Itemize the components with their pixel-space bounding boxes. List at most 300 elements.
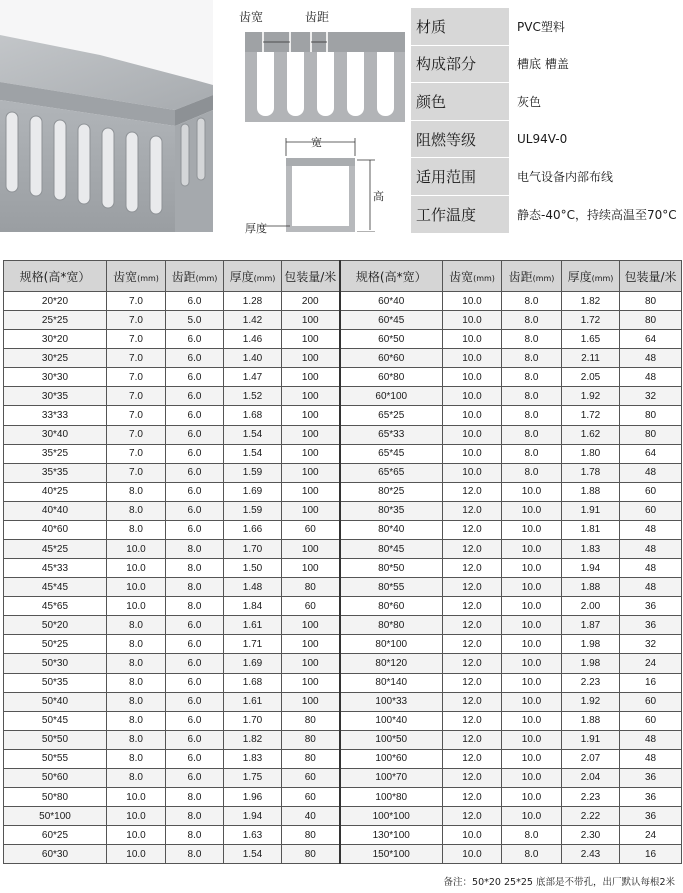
spec-value: PVC塑料: [509, 8, 681, 45]
cell-thickness: 1.83: [224, 749, 282, 768]
cell-tooth-width: 10.0: [443, 330, 502, 349]
cell-pack: 36: [620, 616, 682, 635]
cell-spec: 60*80: [340, 368, 443, 387]
cell-pack: 200: [282, 292, 340, 311]
cell-tooth-width: 12.0: [443, 520, 502, 539]
cell-spec: 65*25: [340, 406, 443, 425]
cell-thickness: 1.92: [562, 692, 620, 711]
cell-tooth-pitch: 6.0: [166, 520, 224, 539]
cell-tooth-pitch: 6.0: [166, 387, 224, 406]
cell-tooth-width: 7.0: [107, 425, 166, 444]
cell-spec: 30*40: [4, 425, 107, 444]
cell-tooth-width: 7.0: [107, 349, 166, 368]
table-row: [4, 482, 682, 501]
cell-thickness: 1.61: [224, 692, 282, 711]
cell-pack: 80: [620, 311, 682, 330]
cell-tooth-width: 10.0: [443, 463, 502, 482]
cell-tooth-width: 10.0: [107, 578, 166, 597]
cell-tooth-width: 10.0: [107, 845, 166, 864]
cell-tooth-pitch: 8.0: [502, 826, 562, 845]
cell-spec: 65*65: [340, 463, 443, 482]
cell-tooth-width: 12.0: [443, 559, 502, 578]
cell-tooth-width: 8.0: [107, 711, 166, 730]
cell-thickness: 2.04: [562, 768, 620, 787]
cell-spec: 80*80: [340, 616, 443, 635]
cell-pack: 100: [282, 540, 340, 559]
cell-tooth-width: 10.0: [107, 807, 166, 826]
cell-thickness: 1.47: [224, 368, 282, 387]
cell-spec: 50*100: [4, 807, 107, 826]
cell-tooth-pitch: 8.0: [502, 311, 562, 330]
cell-pack: 80: [282, 845, 340, 864]
cell-tooth-pitch: 10.0: [502, 768, 562, 787]
spec-key: 阻燃等级: [411, 120, 509, 158]
cell-spec: 50*35: [4, 673, 107, 692]
table-row: [4, 540, 682, 559]
cell-pack: 48: [620, 368, 682, 387]
cell-thickness: 2.23: [562, 788, 620, 807]
table-row: [4, 520, 682, 539]
cell-pack: 48: [620, 463, 682, 482]
cell-tooth-width: 7.0: [107, 406, 166, 425]
table-row: [4, 768, 682, 787]
cell-thickness: 2.11: [562, 349, 620, 368]
spec-key: 材质: [411, 8, 509, 45]
table-row: [4, 406, 682, 425]
cell-tooth-pitch: 8.0: [166, 788, 224, 807]
cell-thickness: 2.23: [562, 673, 620, 692]
cell-tooth-width: 8.0: [107, 635, 166, 654]
cell-tooth-width: 7.0: [107, 368, 166, 387]
cell-tooth-width: 12.0: [443, 578, 502, 597]
cell-spec: 80*45: [340, 540, 443, 559]
cell-spec: 100*80: [340, 788, 443, 807]
cell-spec: 35*25: [4, 444, 107, 463]
cell-tooth-pitch: 6.0: [166, 692, 224, 711]
cell-pack: 36: [620, 597, 682, 616]
cell-thickness: 1.98: [562, 635, 620, 654]
cell-tooth-pitch: 10.0: [502, 501, 562, 520]
col-spec: 规格(高*宽）: [4, 261, 107, 292]
cell-pack: 100: [282, 635, 340, 654]
cell-tooth-width: 12.0: [443, 768, 502, 787]
cell-thickness: 1.98: [562, 654, 620, 673]
cell-thickness: 1.72: [562, 311, 620, 330]
cell-tooth-width: 8.0: [107, 501, 166, 520]
cell-spec: 65*33: [340, 425, 443, 444]
cell-spec: 30*35: [4, 387, 107, 406]
cell-thickness: 1.50: [224, 559, 282, 578]
cell-spec: 45*65: [4, 597, 107, 616]
cell-spec: 50*45: [4, 711, 107, 730]
cell-pack: 80: [282, 749, 340, 768]
table-row: [4, 425, 682, 444]
cell-tooth-pitch: 8.0: [166, 826, 224, 845]
cell-pack: 32: [620, 635, 682, 654]
cell-tooth-pitch: 6.0: [166, 635, 224, 654]
cell-tooth-pitch: 6.0: [166, 444, 224, 463]
col-tooth-width: 齿宽(mm): [107, 261, 166, 292]
cell-tooth-pitch: 10.0: [502, 788, 562, 807]
cell-thickness: 1.65: [562, 330, 620, 349]
cell-pack: 100: [282, 559, 340, 578]
cell-thickness: 1.80: [562, 444, 620, 463]
cell-pack: 100: [282, 387, 340, 406]
cell-tooth-width: 12.0: [443, 788, 502, 807]
cell-tooth-pitch: 10.0: [502, 635, 562, 654]
cell-spec: 50*40: [4, 692, 107, 711]
cell-tooth-pitch: 6.0: [166, 349, 224, 368]
table-row: [4, 597, 682, 616]
cell-spec: 80*60: [340, 597, 443, 616]
cell-thickness: 2.22: [562, 807, 620, 826]
cell-pack: 80: [620, 406, 682, 425]
cell-thickness: 1.88: [562, 578, 620, 597]
cell-pack: 60: [620, 482, 682, 501]
cell-tooth-width: 12.0: [443, 501, 502, 520]
cell-pack: 48: [620, 540, 682, 559]
table-row: [4, 845, 682, 864]
size-table-header: [4, 261, 682, 292]
cell-tooth-width: 7.0: [107, 444, 166, 463]
cell-tooth-pitch: 8.0: [502, 349, 562, 368]
cable-duct-illustration: [0, 0, 213, 232]
cell-spec: 40*25: [4, 482, 107, 501]
cell-spec: 80*25: [340, 482, 443, 501]
cell-thickness: 1.94: [224, 807, 282, 826]
table-row: [4, 501, 682, 520]
cell-tooth-pitch: 10.0: [502, 578, 562, 597]
spec-key: 颜色: [411, 83, 509, 121]
cell-spec: 30*25: [4, 349, 107, 368]
cell-tooth-width: 10.0: [107, 559, 166, 578]
cell-tooth-pitch: 6.0: [166, 673, 224, 692]
cell-thickness: 1.52: [224, 387, 282, 406]
cell-tooth-width: 7.0: [107, 463, 166, 482]
table-row: [4, 654, 682, 673]
cell-pack: 32: [620, 387, 682, 406]
cell-thickness: 2.00: [562, 597, 620, 616]
col-tooth-pitch: 齿距(mm): [166, 261, 224, 292]
cell-tooth-pitch: 10.0: [502, 673, 562, 692]
cell-tooth-pitch: 6.0: [166, 616, 224, 635]
cell-pack: 60: [620, 692, 682, 711]
cell-tooth-width: 7.0: [107, 311, 166, 330]
cell-tooth-width: 10.0: [443, 292, 502, 311]
cell-tooth-pitch: 10.0: [502, 559, 562, 578]
spec-key: 适用范围: [411, 158, 509, 196]
cell-tooth-width: 10.0: [443, 425, 502, 444]
cell-tooth-width: 8.0: [107, 520, 166, 539]
table-row: [4, 711, 682, 730]
cell-thickness: 1.59: [224, 501, 282, 520]
cell-thickness: 1.96: [224, 788, 282, 807]
cell-spec: 80*100: [340, 635, 443, 654]
cell-pack: 100: [282, 330, 340, 349]
cell-pack: 48: [620, 749, 682, 768]
cell-pack: 36: [620, 807, 682, 826]
table-row: [4, 311, 682, 330]
cell-tooth-pitch: 6.0: [166, 768, 224, 787]
cell-tooth-pitch: 6.0: [166, 482, 224, 501]
spec-value: 静态-40°C，持续高温至70°C: [509, 195, 681, 233]
cell-tooth-width: 12.0: [443, 540, 502, 559]
cell-tooth-pitch: 8.0: [166, 807, 224, 826]
cell-tooth-pitch: 10.0: [502, 654, 562, 673]
table-row: [4, 807, 682, 826]
cell-spec: 50*80: [4, 788, 107, 807]
table-row: [4, 330, 682, 349]
cell-tooth-pitch: 6.0: [166, 463, 224, 482]
cell-tooth-width: 8.0: [107, 749, 166, 768]
cell-pack: 80: [282, 730, 340, 749]
cell-thickness: 1.70: [224, 711, 282, 730]
cell-tooth-width: 10.0: [443, 349, 502, 368]
table-row: [4, 368, 682, 387]
cell-pack: 100: [282, 673, 340, 692]
cell-spec: 80*40: [340, 520, 443, 539]
cell-thickness: 1.92: [562, 387, 620, 406]
cell-tooth-pitch: 10.0: [502, 807, 562, 826]
cell-spec: 60*25: [4, 826, 107, 845]
cell-pack: 100: [282, 482, 340, 501]
cell-spec: 45*25: [4, 540, 107, 559]
table-row: [4, 788, 682, 807]
cell-thickness: 2.43: [562, 845, 620, 864]
table-row: [4, 730, 682, 749]
cell-spec: 65*45: [340, 444, 443, 463]
table-row: [4, 559, 682, 578]
cell-thickness: 1.54: [224, 845, 282, 864]
cell-tooth-width: 7.0: [107, 330, 166, 349]
cell-tooth-width: 8.0: [107, 673, 166, 692]
table-row: [4, 749, 682, 768]
cell-pack: 48: [620, 349, 682, 368]
cell-tooth-width: 10.0: [107, 788, 166, 807]
cell-pack: 80: [282, 578, 340, 597]
cell-pack: 48: [620, 578, 682, 597]
cell-pack: 64: [620, 444, 682, 463]
cell-pack: 36: [620, 768, 682, 787]
col-pack: 包装量/米: [282, 261, 340, 292]
cell-spec: 40*40: [4, 501, 107, 520]
cell-pack: 48: [620, 520, 682, 539]
cell-spec: 100*33: [340, 692, 443, 711]
cell-tooth-width: 10.0: [443, 387, 502, 406]
cell-thickness: 1.94: [562, 559, 620, 578]
cell-thickness: 1.42: [224, 311, 282, 330]
cell-spec: 80*120: [340, 654, 443, 673]
height-label: 高: [373, 190, 384, 203]
cell-spec: 80*140: [340, 673, 443, 692]
cell-tooth-pitch: 8.0: [502, 425, 562, 444]
cell-tooth-width: 10.0: [443, 406, 502, 425]
cell-tooth-pitch: 6.0: [166, 425, 224, 444]
cell-spec: 80*35: [340, 501, 443, 520]
cell-pack: 100: [282, 692, 340, 711]
cell-thickness: 1.84: [224, 597, 282, 616]
cell-tooth-pitch: 10.0: [502, 730, 562, 749]
cell-tooth-pitch: 8.0: [166, 845, 224, 864]
cell-tooth-width: 10.0: [443, 444, 502, 463]
cell-thickness: 1.75: [224, 768, 282, 787]
cell-thickness: 1.78: [562, 463, 620, 482]
cell-spec: 150*100: [340, 845, 443, 864]
cell-thickness: 1.71: [224, 635, 282, 654]
cell-tooth-pitch: 10.0: [502, 711, 562, 730]
cell-tooth-pitch: 8.0: [502, 292, 562, 311]
cell-spec: 130*100: [340, 826, 443, 845]
cell-spec: 100*60: [340, 749, 443, 768]
cell-pack: 100: [282, 425, 340, 444]
cell-tooth-width: 8.0: [107, 654, 166, 673]
cell-tooth-width: 12.0: [443, 482, 502, 501]
cell-spec: 45*45: [4, 578, 107, 597]
cell-tooth-width: 8.0: [107, 482, 166, 501]
cell-tooth-pitch: 8.0: [502, 387, 562, 406]
cell-thickness: 1.61: [224, 616, 282, 635]
cell-tooth-width: 10.0: [443, 826, 502, 845]
cell-spec: 60*30: [4, 845, 107, 864]
cell-tooth-width: 12.0: [443, 597, 502, 616]
cell-tooth-pitch: 6.0: [166, 749, 224, 768]
cell-thickness: 1.69: [224, 654, 282, 673]
cell-tooth-width: 10.0: [107, 826, 166, 845]
cell-spec: 50*25: [4, 635, 107, 654]
cell-pack: 60: [282, 520, 340, 539]
spec-row: [411, 120, 681, 158]
col-pack: 包装量/米: [620, 261, 682, 292]
cell-tooth-pitch: 8.0: [502, 406, 562, 425]
cell-tooth-pitch: 8.0: [166, 540, 224, 559]
cell-spec: 100*50: [340, 730, 443, 749]
tooth-pitch-label: 齿距: [305, 10, 330, 24]
cell-tooth-width: 10.0: [107, 540, 166, 559]
col-spec: 规格(高*宽）: [340, 261, 443, 292]
cell-thickness: 1.70: [224, 540, 282, 559]
cell-pack: 16: [620, 673, 682, 692]
cell-tooth-width: 8.0: [107, 616, 166, 635]
cell-pack: 40: [282, 807, 340, 826]
product-photo: [0, 0, 213, 232]
cell-pack: 80: [282, 711, 340, 730]
table-row: [4, 616, 682, 635]
spec-row: [411, 195, 681, 233]
cell-pack: 48: [620, 559, 682, 578]
cell-tooth-width: 8.0: [107, 768, 166, 787]
cell-thickness: 1.88: [562, 482, 620, 501]
cell-pack: 16: [620, 845, 682, 864]
table-row: [4, 292, 682, 311]
cell-tooth-pitch: 6.0: [166, 711, 224, 730]
table-row: [4, 349, 682, 368]
width-label: 宽: [311, 136, 322, 149]
cell-tooth-pitch: 10.0: [502, 520, 562, 539]
cell-thickness: 1.66: [224, 520, 282, 539]
cell-pack: 48: [620, 730, 682, 749]
col-thickness: 厚度(mm): [224, 261, 282, 292]
cell-thickness: 1.28: [224, 292, 282, 311]
cell-spec: 50*60: [4, 768, 107, 787]
cell-thickness: 2.05: [562, 368, 620, 387]
cell-tooth-width: 12.0: [443, 635, 502, 654]
cell-pack: 100: [282, 406, 340, 425]
cell-tooth-pitch: 8.0: [166, 597, 224, 616]
cell-tooth-pitch: 8.0: [502, 845, 562, 864]
tooth-width-label: 齿宽: [239, 10, 264, 24]
cell-pack: 100: [282, 311, 340, 330]
cell-tooth-pitch: 8.0: [166, 578, 224, 597]
cell-pack: 100: [282, 616, 340, 635]
cell-thickness: 1.40: [224, 349, 282, 368]
cell-pack: 24: [620, 826, 682, 845]
cell-tooth-width: 12.0: [443, 711, 502, 730]
thickness-label: 厚度: [245, 222, 267, 235]
cell-spec: 60*100: [340, 387, 443, 406]
cell-tooth-pitch: 8.0: [166, 559, 224, 578]
cell-tooth-width: 12.0: [443, 654, 502, 673]
cell-spec: 33*33: [4, 406, 107, 425]
cell-tooth-pitch: 8.0: [502, 444, 562, 463]
cell-tooth-pitch: 10.0: [502, 540, 562, 559]
cell-thickness: 1.54: [224, 444, 282, 463]
cell-thickness: 2.30: [562, 826, 620, 845]
spec-value: 电气设备内部布线: [509, 158, 681, 196]
table-row: [4, 578, 682, 597]
cell-spec: 30*30: [4, 368, 107, 387]
cell-tooth-pitch: 10.0: [502, 749, 562, 768]
size-table: [3, 260, 682, 864]
cell-pack: 60: [282, 597, 340, 616]
cell-thickness: 1.88: [562, 711, 620, 730]
cell-pack: 100: [282, 368, 340, 387]
cell-pack: 100: [282, 501, 340, 520]
cell-tooth-pitch: 5.0: [166, 311, 224, 330]
table-row: [4, 444, 682, 463]
spec-value: 灰色: [509, 83, 681, 121]
cell-tooth-width: 8.0: [107, 692, 166, 711]
material-spec-table: [411, 8, 681, 234]
table-row: [4, 673, 682, 692]
cell-pack: 80: [282, 826, 340, 845]
cell-tooth-pitch: 6.0: [166, 292, 224, 311]
cell-pack: 100: [282, 463, 340, 482]
cell-tooth-width: 12.0: [443, 616, 502, 635]
cell-spec: 60*50: [340, 330, 443, 349]
dimension-diagram: [215, 0, 410, 235]
cell-pack: 36: [620, 788, 682, 807]
cell-spec: 80*50: [340, 559, 443, 578]
col-tooth-pitch: 齿距(mm): [502, 261, 562, 292]
table-row: [4, 635, 682, 654]
cell-thickness: 1.82: [562, 292, 620, 311]
cell-tooth-pitch: 10.0: [502, 597, 562, 616]
cell-thickness: 1.91: [562, 501, 620, 520]
cell-spec: 20*20: [4, 292, 107, 311]
cell-tooth-pitch: 10.0: [502, 692, 562, 711]
spec-key: 工作温度: [411, 195, 509, 233]
cell-thickness: 1.68: [224, 673, 282, 692]
cell-pack: 100: [282, 654, 340, 673]
cell-thickness: 1.82: [224, 730, 282, 749]
cell-spec: 60*45: [340, 311, 443, 330]
table-row: [4, 826, 682, 845]
cell-thickness: 1.69: [224, 482, 282, 501]
cell-thickness: 1.68: [224, 406, 282, 425]
cell-spec: 35*35: [4, 463, 107, 482]
cell-thickness: 1.59: [224, 463, 282, 482]
cell-tooth-width: 10.0: [443, 311, 502, 330]
